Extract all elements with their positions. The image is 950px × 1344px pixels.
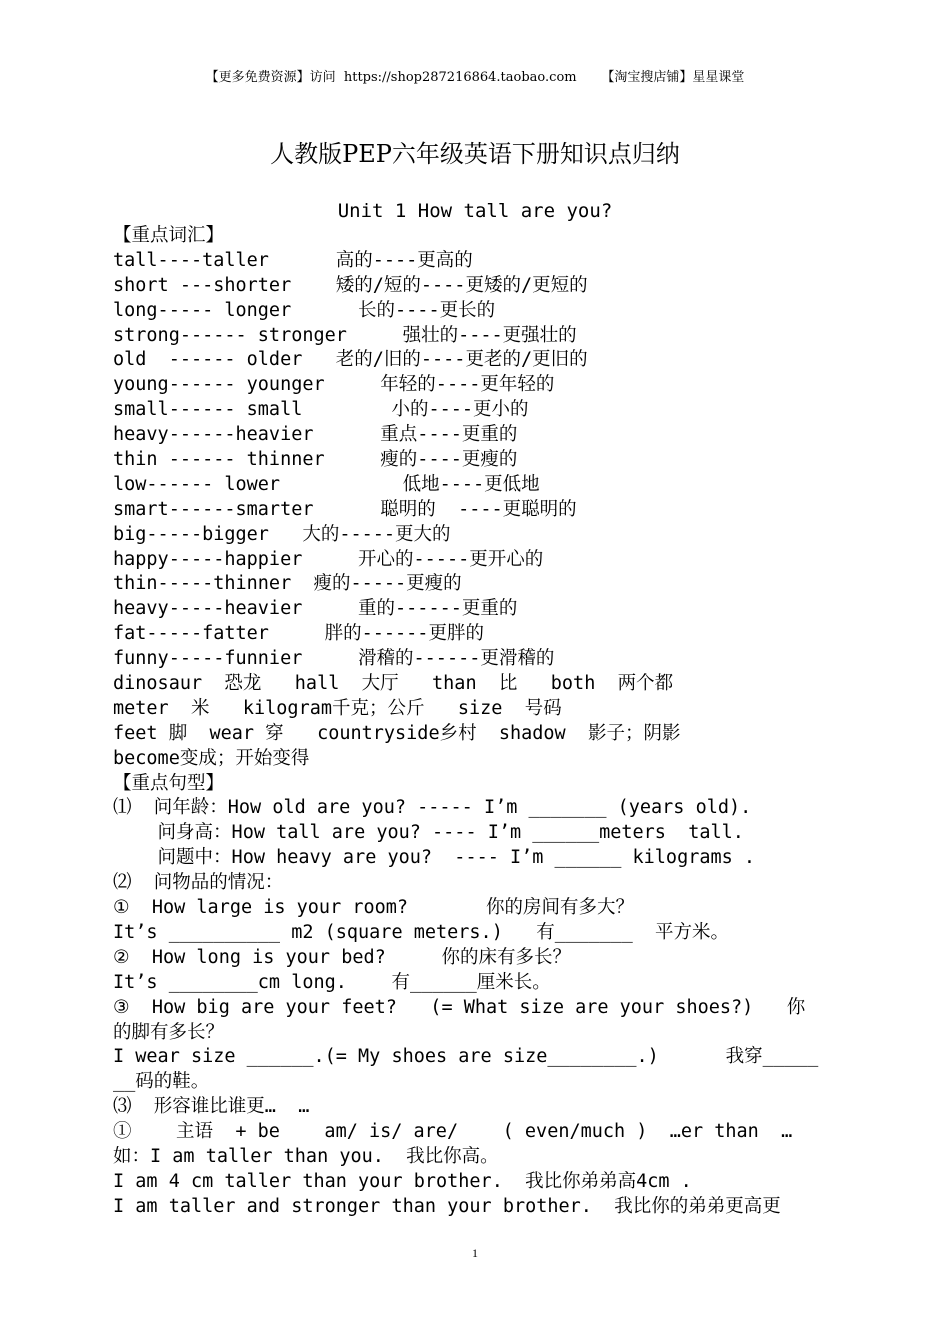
vocab-line: happy-----happier 开心的-----更开心的 — [113, 548, 544, 570]
sentence-line: ① How large is your room? 你的房间有多大？ — [113, 897, 634, 919]
vocab-line: fat-----fatter 胖的------更胖的 — [113, 623, 484, 645]
sentence-line: 问题中：How heavy are you? ---- I’m ______ kilograms . — [113, 847, 756, 869]
sentence-line: ⑶ 形容谁比谁更… … — [113, 1096, 310, 1118]
vocab-line: become变成；开始变得 — [113, 747, 310, 769]
vocab-line: thin-----thinner 瘦的-----更瘦的 — [113, 573, 462, 595]
vocab-line: short ---shorter 矮的/短的----更矮的/更短的 — [113, 274, 588, 296]
document-title: 人教版PEP六年级英语下册知识点归纳 — [270, 140, 680, 168]
sentence-line: I am taller and stronger than your brother. 我比你的弟弟更高更 — [113, 1195, 781, 1217]
sentence-line: 的脚有多长？ — [113, 1021, 225, 1043]
vocab-line: low------ lower 低地----更低地 — [113, 473, 540, 495]
sentence-line: ① 主语 + be am/ is/ are/ ( even/much ) …er than … — [113, 1121, 793, 1143]
sentence-line: ② How long is your bed? 你的床有多长？ — [113, 946, 571, 968]
vocab-line: long----- longer 长的----更长的 — [113, 299, 496, 321]
vocab-line: young------ younger 年轻的----更年轻的 — [113, 374, 555, 396]
sentence-line: It’s ________cm long. 有______厘米长。 — [113, 971, 551, 993]
vocab-line: strong------ stronger 强壮的----更强壮的 — [113, 324, 577, 346]
vocab-line: dinosaur 恐龙 hall 大厅 than 比 both 两个都 — [113, 673, 674, 695]
sentence-line: ⑴ 问年龄：How old are you? ----- I’m _______ (years old). — [113, 797, 752, 819]
page-header: 【更多免费资源】访问 https://shop287216864.taobao.com 【淘宝搜店铺】星星课堂 — [205, 70, 745, 85]
document-body — [113, 224, 833, 1220]
vocab-line: tall----taller 高的----更高的 — [113, 249, 473, 271]
unit-title: Unit 1 How tall are you? — [337, 200, 613, 222]
vocab-line: heavy------heavier 重点----更重的 — [113, 424, 518, 446]
vocab-line: small------ small 小的----更小的 — [113, 399, 529, 421]
vocab-line: smart------smarter 聪明的 ----更聪明的 — [113, 498, 577, 520]
sentence-line: __码的鞋。 — [113, 1071, 210, 1093]
sentence-line: ⑵ 问物品的情况： — [113, 872, 284, 894]
section-heading-sentences: 【重点句型】 — [113, 772, 225, 794]
section-heading-vocabulary: 【重点词汇】 — [113, 225, 225, 246]
vocab-line: thin ------ thinner 瘦的----更瘦的 — [113, 449, 518, 471]
vocab-line: feet 脚 wear 穿 countryside乡村 shadow 影子；阴影 — [113, 722, 681, 744]
vocab-line: meter 米 kilogram千克；公斤 size 号码 — [113, 697, 562, 719]
sentence-line: I wear size ______.(= My shoes are size________.) 我穿_____ — [113, 1046, 819, 1068]
sentence-line: I am 4 cm taller than your brother. 我比你弟弟高4cm . — [113, 1170, 692, 1192]
sentence-line: ③ How big are your feet? (= What size are your shoes?) 你 — [113, 996, 806, 1018]
sentence-line: It’s __________ m2 (square meters.) 有_______ 平方米。 — [113, 921, 729, 943]
vocab-line: funny-----funnier 滑稽的------更滑稽的 — [113, 648, 555, 670]
page-number: 1 — [472, 1246, 478, 1260]
sentence-line: 问身高：How tall are you? ---- I’m ______meters tall. — [113, 822, 744, 844]
vocab-line: old ------ older 老的/旧的----更老的/更旧的 — [113, 349, 588, 371]
vocab-line: big-----bigger 大的-----更大的 — [113, 523, 451, 545]
vocab-line: heavy-----heavier 重的------更重的 — [113, 598, 518, 620]
sentence-line: 如：I am taller than you. 我比你高。 — [113, 1145, 499, 1167]
